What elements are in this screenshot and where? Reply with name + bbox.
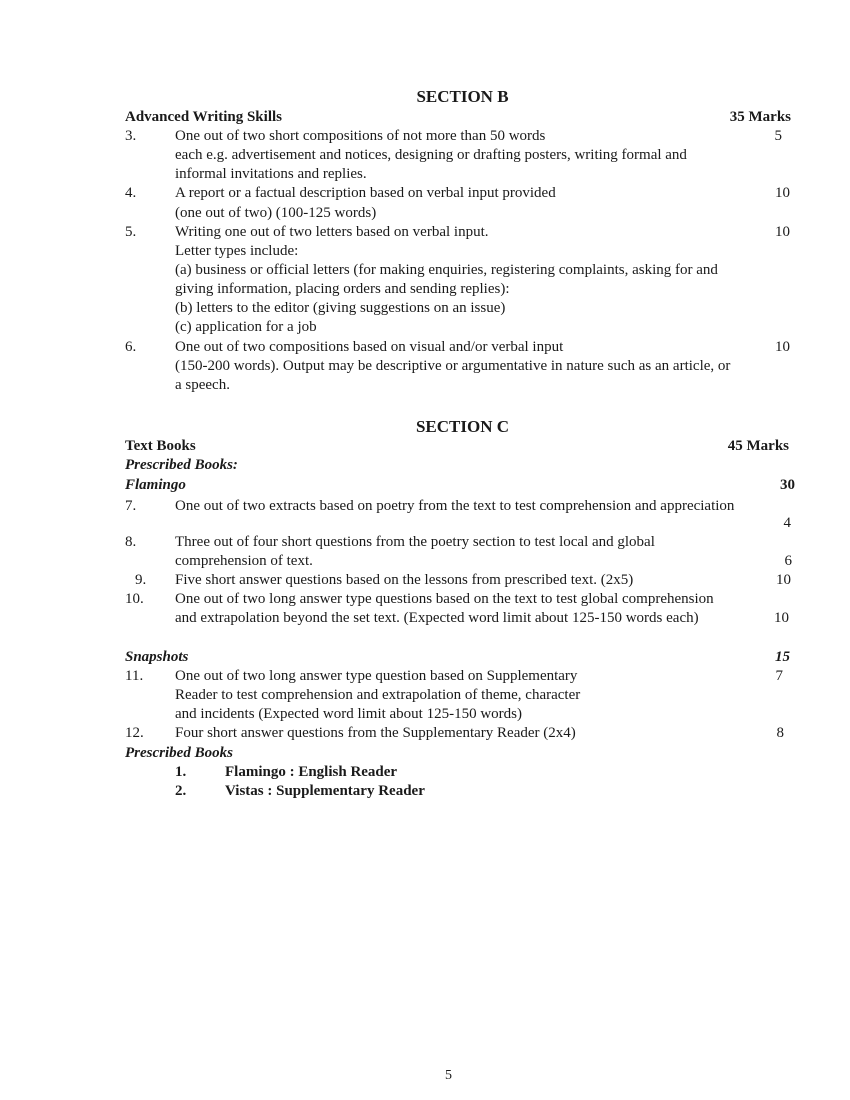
- item-number: 10.: [125, 591, 144, 607]
- item-text-line: One out of two short compositions of not more than 50 words: [175, 128, 546, 144]
- item-marks: 10: [774, 610, 789, 626]
- item-text-line: One out of two compositions based on visual and/or verbal input: [175, 339, 564, 355]
- flamingo-total: 30: [780, 477, 795, 493]
- item-marks: 5: [774, 128, 782, 144]
- item-marks: 7: [775, 668, 783, 684]
- item-text-line: Four short answer questions from the Supplementary Reader (2x4): [175, 725, 576, 741]
- item-marks: 10: [775, 339, 790, 355]
- item-number: 5.: [125, 224, 137, 240]
- item-number: 3.: [125, 128, 137, 144]
- book-title: Vistas : Supplementary Reader: [225, 783, 425, 799]
- section-c-title: Text Books: [125, 438, 196, 454]
- item-marks: 8: [776, 725, 784, 741]
- item-marks: 4: [783, 515, 791, 531]
- item-text-line: (a) business or official letters (for making enquiries, registering complaints, asking for and: [175, 262, 718, 278]
- item-text-line: and incidents (Expected word limit about 125-150 words): [175, 706, 523, 722]
- item-text-line: (one out of two) (100-125 words): [175, 205, 377, 221]
- item-text-line: Five short answer questions based on the lessons from prescribed text. (2x5): [175, 572, 634, 588]
- item-text-line: One out of two long answer type question based on Supplementary: [175, 668, 578, 684]
- section-c-total-marks: 45 Marks: [727, 438, 789, 454]
- page-number: 5: [445, 1068, 452, 1083]
- item-text-line: One out of two extracts based on poetry from the text to test comprehension and appreciation: [175, 498, 735, 514]
- item-number: 6.: [125, 339, 137, 355]
- item-text-line: Letter types include:: [175, 243, 299, 259]
- item-marks: 10: [775, 185, 790, 201]
- item-marks: 10: [776, 572, 791, 588]
- item-text-line: comprehension of text.: [175, 553, 313, 569]
- item-text-line: (150-200 words). Output may be descriptive or argumentative in nature such as an article, or: [175, 358, 731, 374]
- item-text-line: Three out of four short questions from the poetry section to test local and global: [175, 534, 655, 550]
- book-number: 2.: [175, 783, 187, 799]
- prescribed-books-label: Prescribed Books:: [125, 457, 238, 473]
- item-text-line: (b) letters to the editor (giving suggestions on an issue): [175, 300, 506, 316]
- snapshots-total: 15: [775, 649, 790, 665]
- item-number: 8.: [125, 534, 137, 550]
- item-text-line: Reader to test comprehension and extrapolation of theme, character: [175, 687, 581, 703]
- item-text-line: a speech.: [175, 377, 230, 393]
- item-marks: 10: [775, 224, 790, 240]
- book-title: Flamingo : English Reader: [225, 764, 398, 780]
- item-number: 7.: [125, 498, 137, 514]
- item-text-line: giving information, placing orders and sending replies):: [175, 281, 510, 297]
- item-number: 4.: [125, 185, 137, 201]
- item-text-line: A report or a factual description based on verbal input provided: [175, 185, 556, 201]
- item-text-line: One out of two long answer type questions based on the text to test global comprehension: [175, 591, 714, 607]
- item-number: 12.: [125, 725, 144, 741]
- book-number: 1.: [175, 764, 187, 780]
- section-b-heading: SECTION B: [416, 87, 509, 106]
- section-b-total-marks: 35 Marks: [729, 109, 791, 125]
- item-text-line: (c) application for a job: [175, 319, 317, 335]
- section-b-title: Advanced Writing Skills: [125, 109, 282, 125]
- item-number: 9.: [135, 572, 147, 588]
- flamingo-title: Flamingo: [125, 477, 186, 493]
- snapshots-title: Snapshots: [125, 649, 189, 665]
- item-text-line: Writing one out of two letters based on verbal input.: [175, 224, 489, 240]
- item-number: 11.: [125, 668, 144, 684]
- prescribed-books-heading: Prescribed Books: [125, 745, 233, 761]
- item-text-line: and extrapolation beyond the set text. (Expected word limit about 125-150 words each): [175, 610, 699, 626]
- section-c-heading: SECTION C: [415, 417, 510, 436]
- item-text-line: informal invitations and replies.: [175, 166, 367, 182]
- item-marks: 6: [784, 553, 792, 569]
- item-text-line: each e.g. advertisement and notices, designing or drafting posters, writing formal and: [175, 147, 687, 163]
